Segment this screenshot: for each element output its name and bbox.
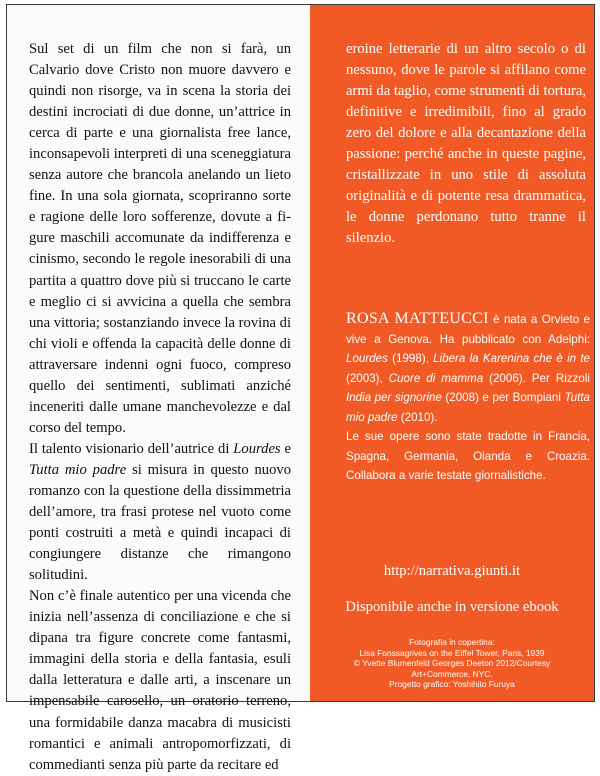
author-bio-text: (1998), bbox=[387, 352, 434, 365]
credit-line: Lisa Fonssagrives on the Eiffel Tower, Paris, 1939 bbox=[359, 647, 545, 658]
author-bio-text: (2008) e per Bompiani bbox=[441, 391, 565, 404]
book-title-cuore-di-mamma: Cuore di mamma bbox=[388, 371, 484, 385]
author-translations: Le sue opere sono state tradotte in Francia, Spagna, Germania, Olanda e Croazia. Collabora a varie testate giornalistiche. bbox=[346, 430, 590, 482]
synopsis-paragraph-2: Il talento visionario dell’autrice di Lourdes e Tutta mio padre si misura in questo nuovo romanzo con la questione della dissimmetria dell’amore, tra frasi protese nel vuoto come ponti costruiti a metà e quindi incapaci di congiungere distanze che rimangono solitudini. bbox=[29, 440, 291, 584]
book-title-tutta-mio-padre: Tutta mio padre bbox=[29, 461, 127, 478]
synopsis-paragraph-3: Non c’è finale autentico per una vicenda che inizia nell’assenza di conciliazione e che si dipana tra figure concrete come fantasmi, immagini della storia e della fantasia, esuli dalla letteratura e dalle arti, a inscenare un impensabile carosello, un oratorio terreno, una formidabile danza macabra di musicisti romantici e animali antropomorfizzati, di commedianti senza più parte da recitare ed bbox=[29, 588, 291, 773]
book-title-karenina: Libera la Karenina che è in te bbox=[433, 352, 590, 365]
author-bio-text: (2010). bbox=[397, 410, 438, 424]
book-title-lourdes: Lourdes bbox=[346, 352, 388, 365]
right-flap bbox=[310, 5, 594, 701]
book-title-lourdes: Lourdes bbox=[233, 440, 281, 457]
author-bio-text: (2003), bbox=[346, 371, 389, 385]
credit-line: © Yvette Blumenfeld Georges Deeton 2012/Courtesy bbox=[353, 658, 551, 669]
ebook-availability: Disponibile anche in versione ebook bbox=[345, 599, 559, 615]
book-title-india-per-signorine: India per signorine bbox=[346, 391, 442, 404]
author-bio-paragraph bbox=[346, 309, 590, 427]
synopsis-text bbox=[29, 39, 291, 776]
synopsis-paragraph-1: Sul set di un film che non si farà, un Calvario dove Cristo non muore davvero e quindi non risorge, va in scena la storia dei destini incrociati di due donne, un’attrice in cerca di parte e una giornalista free lance, inconsapevoli interpreti di una sceneggiatura senza autore che brancola anelando un lieto fine. In una sola giornata, scopriranno sorte e ragione delle loro sofferenze, dovute a figure maschili accomunate da indifferenza e cinismo, secondo le regole inesorabili di una partita a quattro dove più si truccano le carte e meglio ci si avvicina a quella che sembra una vittoria; sostanziando invece la rovina di chi violi e offenda la capacità delle donne di attraversare indenni ogni fuoco, compreso quello dei sentimenti, sublimati anziché inceneriti dalle umane manchevolezze e dal corso del tempo. bbox=[29, 41, 291, 436]
publisher-website: http://narrativa.giunti.it bbox=[383, 563, 521, 579]
credit-line: Fotografia in copertina: bbox=[409, 637, 495, 647]
book-flap-spread bbox=[6, 4, 595, 773]
credit-line: Art+Commerce, NYC. bbox=[411, 668, 493, 679]
author-bio-text: è nata a Orvieto e vive a Genova. Ha pubblicato con Adelphi: bbox=[346, 313, 590, 346]
left-flap bbox=[7, 5, 311, 773]
author-bio bbox=[346, 309, 590, 486]
author-name: ROSA MATTEUCCI bbox=[346, 310, 489, 327]
book-title-tutta-mio-padre: Tutta mio padre bbox=[346, 391, 590, 424]
cover-credits bbox=[310, 637, 594, 690]
author-bio-text: (2006). Per Rizzoli bbox=[483, 371, 590, 385]
synopsis-continuation: eroine letterarie di un altro secolo o di nessuno, dove le parole si affilano come armi da taglio, come strumenti di tortura, definitive e irredimibili, fino al grado zero del dolore e alla decantazione della passione: perché anche in queste pagine, cristallizzate in uno stile di assoluta originalità e di potente resa drammatica, le donne perdonano tutto tranne il silenzio. bbox=[346, 41, 586, 247]
credit-line: Progetto grafico: Yoshihito Furuya bbox=[389, 679, 515, 690]
